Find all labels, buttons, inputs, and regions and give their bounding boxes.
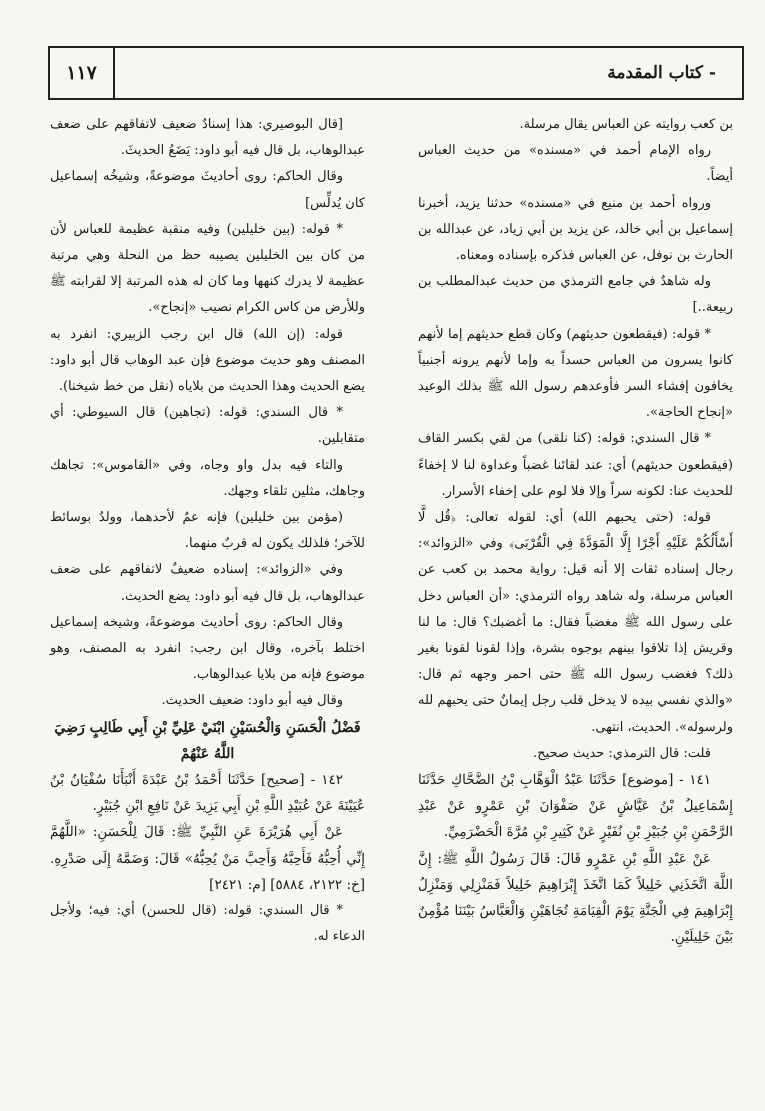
book-title: - كتاب المقدمة (607, 63, 716, 83)
paragraph: قوله: (إن الله) قال ابن رجب الزبيري: انفرد به المصنف وهو حديث موضوع فإن عبد الوهاب قال أبو داود: يضع الحديث وهذا الحديث من بلاياه (نقل من خط شيخنا). (50, 326, 365, 395)
hadith-142-isnad: ١٤٢ - [صحيح] حَدَّثَنَا أَحْمَدُ بْنُ عَبْدَةَ أَنْبَأَنَا سُفْيَانُ بْنُ عُيَيْنَةَ عَنْ عُبَيْدِ اللَّهِ بْنِ أَبِي يَزِيدَ عَنْ نَافِعِ ابْنِ جُبَيْرٍ. (50, 772, 365, 815)
page-header (48, 46, 744, 100)
paragraph: قلت: قال الترمذي: حديث صحيح. (533, 745, 711, 761)
paragraph: رواه الإمام أحمد في «مسنده» من حديث العباس أيضاً. (418, 143, 733, 185)
paragraph: والتاء فيه بدل واو وجاه، وفي «القاموس»: تجاهك وجاهك، مثلين تلقاء وجهك. (50, 457, 365, 499)
paragraph: وقال الحاكم: روى أحاديثَ موضوعةً، وشيخُه إسماعيل كان يُدلِّس] (50, 169, 365, 211)
paragraph: * قال السندي: قوله: (كنا نلقى) من لقي بكسر القاف (فيقطعون حديثهم) أي: عند لقائنا غضباً وعداوة لنا لا إخفاءً للحديث عنا: لكونه سراً وإلا فلا لوم على إخفاء الأسرار. (418, 431, 733, 499)
paragraph: * قوله: (بين خليلين) وفيه منقبة عظيمة للعباس لأن من كان بين الخليلين يصيبه حظ من النحلة وهي مرتبة عظيمة لا يدرك كنهها وما كان له هذه المرتبة إلا لقرابته ﷺ وللأرض من كاس الكرام نصيب «إنجاح». (50, 221, 365, 316)
paragraph: * قال السندي: قوله: (قال للحسن) أي: فيه؛ ولأجل الدعاء له. (50, 903, 365, 945)
paragraph: وفي «الزوائد»: إسناده ضعيفٌ لاتفاقهم على ضعف عبدالوهاب، بل قال فيه أبو داود: يضع الحديث. (50, 562, 365, 604)
page-number: ١١٧ (50, 48, 115, 98)
paragraph: (مؤمن بين خليلين) فإنه عمٌ لأحدهما، وولدٌ بوسائط للآخر؛ فلذلك يكون له قربٌ منهما. (50, 510, 365, 552)
paragraph: وقال الحاكم: روى أحاديث موضوعةً، وشيخه إسماعيل اختلط بآخره، وقال ابن رجب: انفرد به المصنف، وهو موضوع فإنه من بلايا عبدالوهاب. (50, 614, 365, 683)
paragraph: وله شاهدٌ في جامع الترمذي من حديث عبدالمطلب بن ربيعة..] (418, 274, 733, 316)
section-heading: فَضْلُ الْحَسَنِ وَالْحُسَيْنِ ابْنَيْ عَلِيِّ بْنِ أَبِي طَالِبٍ رَضِيَ اللَّهُ عَنْهُمْ (54, 719, 361, 762)
hadith-142-matn: عَنْ أَبِي هُرَيْرَةَ عَنِ النَّبِيِّ ﷺ: قَالَ لِلْحَسَنِ: «اللَّهُمَّ إِنِّي أُحِبُّهُ فَأَحِبَّهُ وَأَحِبَّ مَنْ يُحِبُّهُ» قَالَ: وَضَمَّهُ إِلَى صَدْرِهِ. [خ: ٢١٢٢، ٥٨٨٤] [م: ٢٤٢١] (50, 824, 365, 893)
left-column (50, 112, 365, 951)
paragraph: بن كعب روايته عن العباس يقال مرسلة. (519, 117, 733, 132)
paragraph: وقال فيه أبو داود: ضعيف الحديث. (161, 693, 343, 709)
paragraph: * قوله: (فيقطعون حديثهم) وكان قطع حديثهم إما لأنهم كانوا يسرون من العباس حسداً به وإما لأنهم يرونه أجنبياً يخافون إفشاء السر فأوعدهم رسول الله ﷺ بذلك الوعيد «إنجاح الحاجة». (418, 326, 733, 421)
right-column (418, 112, 733, 951)
hadith-141-isnad: ١٤١ - [موضوع] حَدَّثَنَا عَبْدُ الْوَهَّابِ بْنُ الضَّحَّاكِ حَدَّثَنَا إِسْمَاعِيلُ بْنُ عَيَّاشٍ عَنْ صَفْوَانَ بْنِ عَمْرٍو عَنْ عَبْدِ الرَّحْمَنِ بْنِ جُبَيْرِ بْنِ نُفَيْرٍ عَنْ كَثِيرِ بْنِ مُرَّةَ الْحَضْرَمِيِّ. (418, 772, 733, 841)
hadith-141-matn: عَنْ عَبْدِ اللَّهِ بْنِ عَمْرٍو قَالَ: قَالَ رَسُولُ اللَّهِ ﷺ: إِنَّ اللَّهَ اتَّخَذَنِي خَلِيلاً كَمَا اتَّخَذَ إِبْرَاهِيمَ خَلِيلاً فَمَنْزِلِي وَمَنْزِلُ إِبْرَاهِيمَ فِي الْجَنَّةِ يَوْمَ الْقِيَامَةِ تُجَاهَيْنِ وَالْعَبَّاسُ بَيْنَنَا مُؤْمِنٌ بَيْنَ خَلِيلَيْنِ. (418, 850, 733, 946)
paragraph: ورواه أحمد بن منيع في «مسنده» حدثنا يزيد، أخبرنا إسماعيل بن أبي خالد، عن يزيد بن أبي زياد، عن عبدالله بن الحارث بن نوفل، عن العباس فذكره بإسناده ومعناه. (418, 195, 733, 264)
paragraph: [قال البوصيري: هذا إسنادٌ ضعيف لاتفاقهم على ضعف عبدالوهاب، بل قال فيه أبو داود: يَضَعُ الحديثَ. (50, 117, 365, 159)
paragraph: قوله: (حتى يحبهم الله) أي: لقوله تعالى: ﴿قُل لَّا أَسْأَلُكُمْ عَلَيْهِ أَجْرًا إِلَّا الْمَوَدَّةَ فِي الْقُرْبَى﴾ وفي «الزوائد»: رجال إسناده ثقات إلا أنه قيل: رواية محمد بن كعب عن العباس مرسلة، وله شاهد رواه الترمذي: «أن العباس دخل على رسول الله ﷺ مغضباً فقال: ما أغضبك؟ قال: ما لنا وقريش إذا تلاقوا بينهم بوجوه بشرة، وإذا لقونا لقونا بغير ذلك؟ فغضب رسول الله ﷺ حتى احمر وجهه ثم قال: «والذي نفسي بيده لا يدخل قلب رجل إيمانٌ حتى يحبهم لله ولرسوله». الحديث، انتهى. (418, 510, 733, 735)
paragraph: * قال السندي: قوله: (تجاهين) قال السيوطي: أي متقابلين. (50, 405, 365, 447)
